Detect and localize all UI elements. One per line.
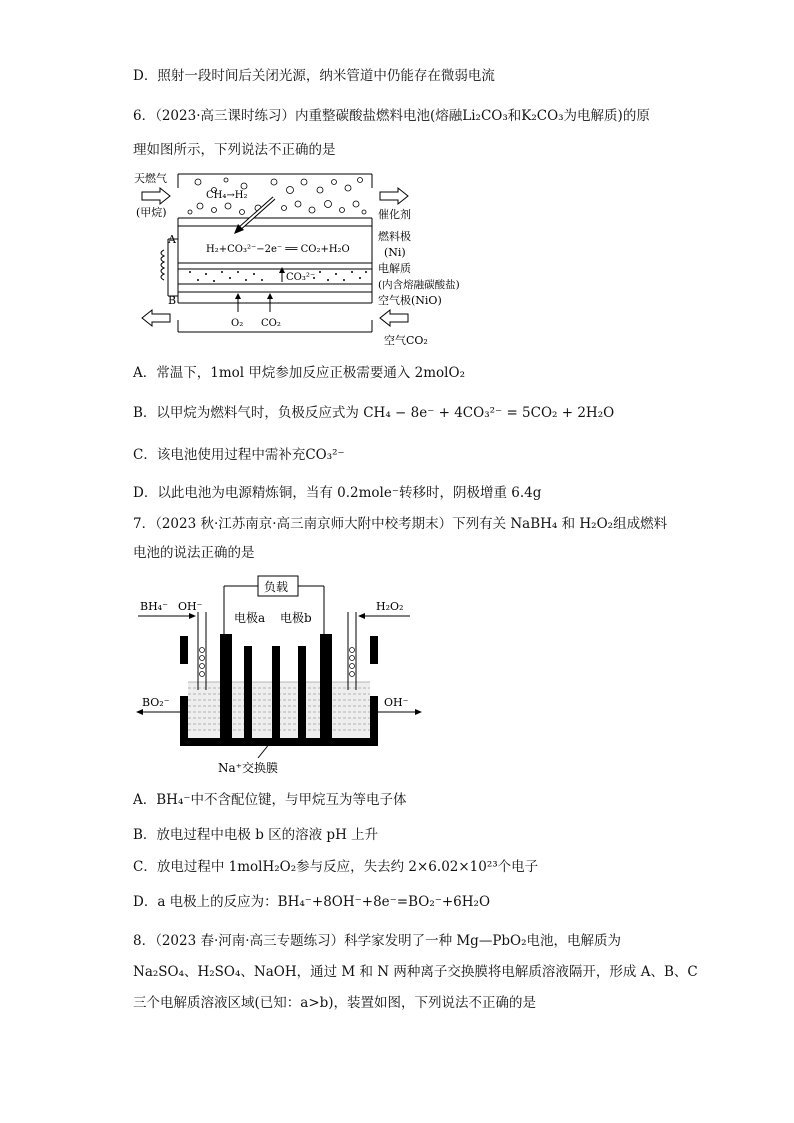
membrane-label: Na⁺交换膜 bbox=[218, 761, 278, 775]
terminal-a: A bbox=[168, 233, 176, 246]
electrolyte-sub: (内含熔融碳酸盐) bbox=[378, 279, 460, 291]
electrode-b-label: 电极b bbox=[280, 611, 312, 625]
bo2-label: BO₂⁻ bbox=[142, 696, 170, 709]
q6-option-a: A．常温下，1mol 甲烷参加反应正极需要通入 2molO₂ bbox=[133, 365, 465, 381]
q8-stem-line2: Na₂SO₄、H₂SO₄、NaOH，通过 M 和 N 两种离子交换膜将电解质溶液隔开，形成 A、B、C bbox=[133, 964, 698, 980]
q8-stem-line3: 三个电解质溶液区域(已知：a>b)，装置如图，下列说法不正确的是 bbox=[133, 995, 537, 1011]
terminal-b: B bbox=[168, 294, 177, 307]
bh4-label: BH₄⁻ bbox=[140, 600, 168, 613]
h2o2-label: H₂O₂ bbox=[376, 600, 404, 613]
q7-stem-line1: 7．（2023 秋·江苏南京·高三南京师大附中校考期末）下列有关 NaBH₄ 和 H₂O₂组成燃料 bbox=[133, 516, 668, 532]
q6-stem-line2: 理如图所示，下列说法不正确的是 bbox=[133, 142, 336, 158]
q7-option-b: B．放电过程中电极 b 区的溶液 pH 上升 bbox=[133, 827, 379, 843]
electrolyte-label: 电解质 bbox=[378, 262, 411, 275]
q7-option-a: A．BH₄⁻中不含配位键，与甲烷互为等电子体 bbox=[133, 792, 407, 808]
fuel-electrode-sub: (Ni) bbox=[384, 246, 406, 259]
q7-stem-line2: 电池的说法正确的是 bbox=[133, 545, 255, 561]
q6-fuel-cell-diagram bbox=[134, 168, 464, 348]
catalyst-label: 催化剂 bbox=[378, 208, 411, 221]
q8-stem-line1: 8．（2023 春·河南·高三专题练习）科学家发明了一种 Mg—PbO₂电池，电解质为 bbox=[133, 933, 622, 949]
air-inlet-label: 空气CO₂ bbox=[384, 334, 428, 347]
q7-option-d: D．a 电极上的反应为：BH₄⁻+8OH⁻+8e⁻=BO₂⁻+6H₂O bbox=[133, 894, 491, 910]
q6-option-d: D．以此电池为电源精炼铜，当有 0.2mole⁻转移时，阴极增重 6.4g bbox=[133, 485, 542, 501]
oh-out-label: OH⁻ bbox=[384, 696, 409, 709]
q7-cell-diagram bbox=[134, 572, 424, 782]
load-label: 负载 bbox=[264, 580, 289, 594]
electrolyte-dots bbox=[189, 271, 367, 282]
co2-label: CO₂ bbox=[261, 318, 281, 329]
q6-option-c: C．该电池使用过程中需补充CO₃²⁻ bbox=[133, 447, 345, 463]
oh-in-label: OH⁻ bbox=[178, 600, 203, 613]
fuel-electrode-label: 燃料极 bbox=[378, 230, 411, 243]
air-electrode-label: 空气极(NiO) bbox=[378, 294, 442, 307]
o2-label: O₂ bbox=[231, 318, 244, 329]
electrode-a-label: 电极a bbox=[234, 611, 266, 625]
inlet-label: 天燃气 bbox=[134, 172, 167, 185]
reform-label: CH₄→H₂ bbox=[206, 190, 248, 201]
q6-stem-line1: 6．（2023·高三课时练习）内重整碳酸盐燃料电池(熔融Li₂CO₃和K₂CO₃为电解质)的原 bbox=[133, 108, 650, 124]
carbonate-ion-label: CO₃²⁻ bbox=[286, 272, 316, 283]
inlet-sub-label: (甲烷) bbox=[136, 206, 167, 219]
q7-option-c: C．放电过程中 1molH₂O₂参与反应，失去约 2×6.02×10²³个电子 bbox=[133, 859, 539, 875]
q5-option-d: D．照射一段时间后关闭光源，纳米管道中仍能存在微弱电流 bbox=[133, 68, 495, 84]
q6-option-b: B．以甲烷为燃料气时，负极反应式为 CH₄ − 8e⁻ + 4CO₃²⁻ = 5CO₂ + 2H₂O bbox=[133, 405, 615, 421]
anode-reaction: H₂+CO₃²⁻−2e⁻ ══ CO₂+H₂O bbox=[206, 244, 350, 255]
